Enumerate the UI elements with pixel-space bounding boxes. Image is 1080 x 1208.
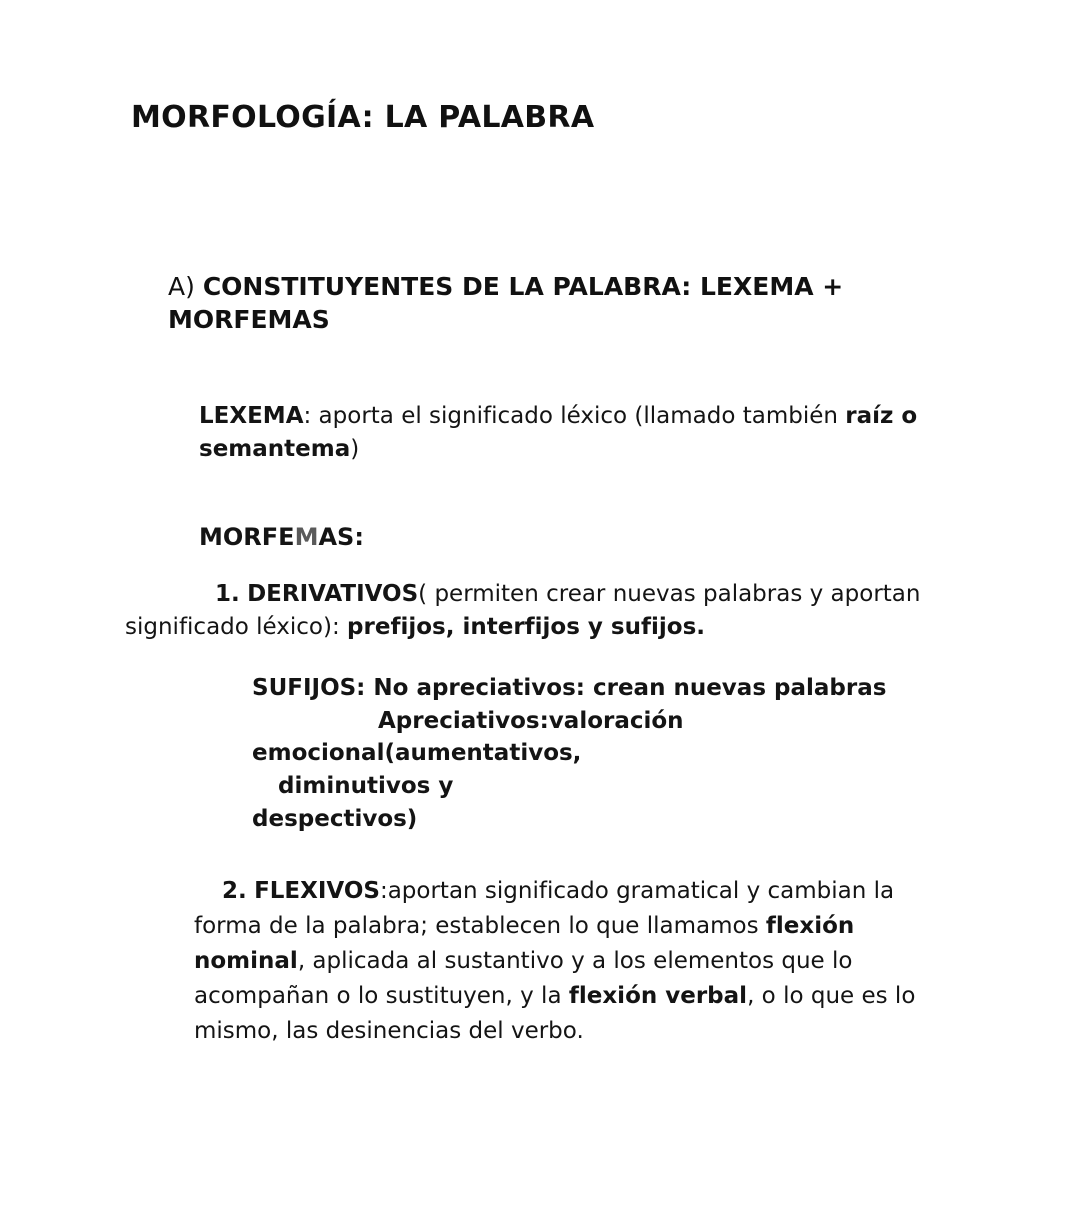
derivativos-text: ( permiten crear nuevas palabras y aportan significado léxico): (125, 581, 921, 640)
flexivos-bold-2: flexión verbal (568, 982, 748, 1009)
sufijos-line-2: Apreciativos:valoración (378, 707, 684, 734)
sufijos-line-1: SUFIJOS: No apreciativos: crean nuevas palabras (252, 675, 887, 701)
derivativos-number: 1. (215, 581, 240, 607)
morfemas-label-part1: MORFE (199, 523, 295, 551)
lexema-text: : aporta el significado léxico (llamado también (303, 403, 846, 429)
derivativos-paragraph (125, 578, 955, 643)
flexivos-bold-1: flexión nominal (194, 912, 855, 974)
section-marker: A) (168, 272, 195, 301)
flexivos-text-1: :aportan significado gramatical y cambian la forma de la palabra; establecen lo que llamamos (194, 878, 895, 939)
lexema-term: LEXEMA (199, 403, 304, 429)
sufijos-line-3a: emocional(aumentativos, (252, 740, 582, 767)
lexema-paragraph (199, 400, 959, 465)
flexivos-term: FLEXIVOS (254, 878, 380, 904)
sufijos-block (252, 672, 952, 835)
page-title: MORFOLOGÍA: LA PALABRA (131, 100, 595, 135)
flexivos-number: 2. (222, 878, 247, 904)
lexema-close: ) (350, 435, 360, 462)
section-a-heading (168, 270, 958, 336)
morfemas-label-part2: M (294, 523, 319, 551)
derivativos-bold-tail: prefijos, interfijos y sufijos. (347, 613, 705, 640)
section-heading-text: CONSTITUYENTES DE LA PALABRA: LEXEMA + MORFEMAS (168, 272, 844, 334)
derivativos-term: DERIVATIVOS (247, 581, 419, 607)
sufijos-line-3b: diminutivos y (278, 772, 454, 799)
flexivos-paragraph (194, 874, 954, 1049)
flexivos-text-3: , o lo que es lo mismo, las desinencias del verbo. (194, 982, 916, 1044)
morfemas-label-part3: AS: (318, 523, 364, 551)
lexema-bold-tail: raíz o semantema (199, 403, 918, 462)
morfemas-label (199, 520, 364, 554)
flexivos-text-2: , aplicada al sustantivo y a los elementos que lo acompañan o lo sustituyen, y la (194, 947, 853, 1009)
sufijos-line-4: despectivos) (252, 805, 418, 832)
